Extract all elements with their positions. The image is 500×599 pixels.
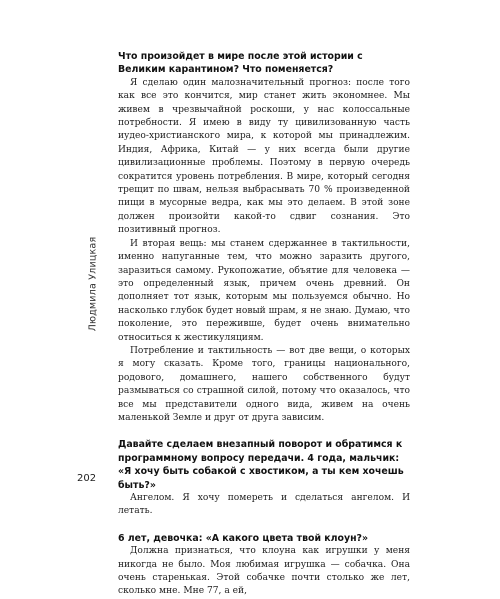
answer-paragraph: Должна признаться, что клоуна как игрушки у меня никогда не было. Моя любимая игрушка — собачка. Она очень старенькая. Этой собачке почти столько же лет, сколько мне. Мне 77, а ей, xyxy=(118,546,410,597)
section-gap xyxy=(118,425,410,438)
answer-paragraph: Потребление и тактильность — вот две вещи, о которых я могу сказать. Кроме того, границы национального, родового, домашнего, нашего собственного будут размываться со страшной силой, потому что оказалось, что все мы представители одного вида, живем на очень маленькой Земле и друг от друга зависим. xyxy=(118,345,410,423)
page-body xyxy=(118,50,410,599)
answer-paragraph: Ангелом. Я хочу помереть и сделаться ангелом. И летать. xyxy=(118,493,410,517)
section-gap xyxy=(118,519,410,532)
answer-paragraph: Я сделаю один малозначительный прогноз: после того как все это кончится, мир станет жить экономнее. Мы живем в чрезвычайной роскоши, у нас колоссальные потребности. Я имею в виду ту цивилизованную часть иудео-христианского мира, к которой мы принадлежим. Индия, Африка, Китай — у них всегда были другие цивилизационные проблемы. Поэтому в первую очередь сократится уровень потребления. В мире, который сегодня трещит по швам, нельзя выбрасывать 70 % произведенной пищи в мусорные ведра, как мы это делаем. В этой зоне должен произойти какой-то сдвиг сознания. Это позитивный прогноз. xyxy=(118,77,410,236)
interview-question: 6 лет, девочка: «А какого цвета твой клоун?» xyxy=(118,532,369,544)
answer-paragraph: И вторая вещь: мы станем сдержаннее в тактильности, именно напуганные тем, что можно заразить другого, заразиться самому. Рукопожатие, объятие для человека — это определенный язык, причем очень древний. Он дополняет тот язык, которым мы пользуемся обычно. Но насколько глубок будет новый шрам, я не знаю. Думаю, что поколение, это переживше, будет очень внимательно относиться к жестикуляциям. xyxy=(118,238,410,343)
interview-question: Давайте сделаем внезапный поворот и обратимся к программному вопросу передачи. 4 года, мальчик: «Я хочу быть собакой с хвостиком, а ты кем хочешь быть?» xyxy=(118,439,404,491)
page-number: 202 xyxy=(77,473,97,484)
running-head-author: Людмила Улицкая xyxy=(87,236,99,332)
interview-question: Что произойдет в мире после этой истории с Великим карантином? Что поменяется? xyxy=(118,51,363,76)
